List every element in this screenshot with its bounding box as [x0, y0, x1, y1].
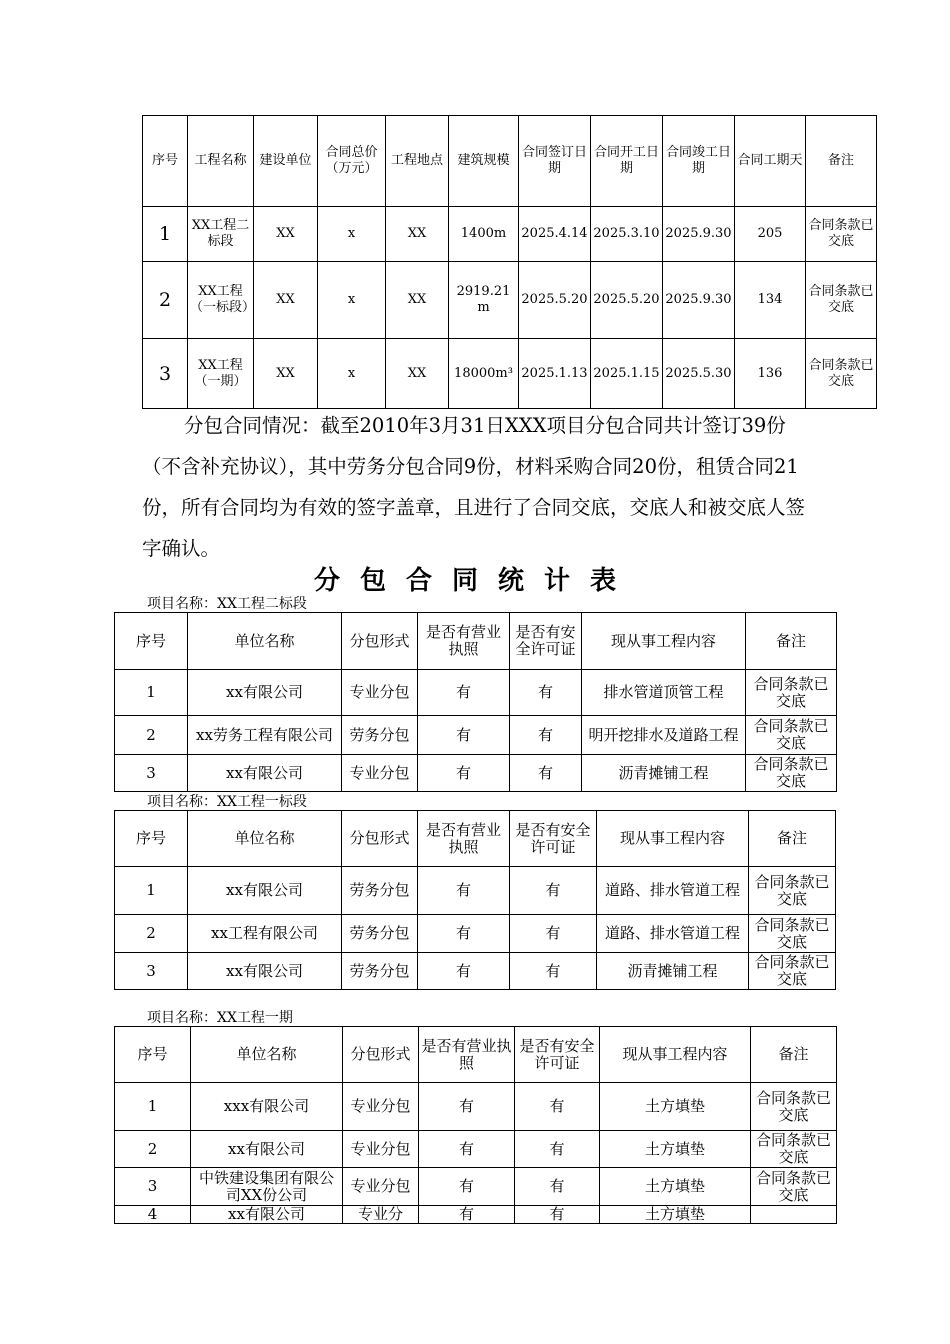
- table-cell: [751, 1206, 837, 1224]
- table-cell: 专业分: [343, 1206, 419, 1224]
- table-cell: 有: [418, 755, 510, 792]
- table-row: [115, 1168, 837, 1206]
- table-cell: 中铁建设集团有限公司XX份公司: [191, 1168, 343, 1206]
- subcontract-paragraph: 分包合同情况：截至2010年3月31日XXX项目分包合同共计签订39份（不含补充协议），其中劳务分包合同9份，材料采购合同20份，租赁合同21份，所有合同均为有效的签字盖章，且进行了合同交底，交底人和被交底人签字确认。: [142, 414, 806, 560]
- table-cell: 有: [418, 867, 510, 915]
- table-cell: 有: [515, 1206, 600, 1224]
- table-cell: 2919.21m: [449, 262, 519, 339]
- table-cell: xx有限公司: [188, 670, 342, 716]
- table-cell: 134: [735, 262, 806, 339]
- table-row: [115, 716, 837, 755]
- table-cell: 合同条款已交底: [751, 1131, 837, 1168]
- header-cell: 是否有安全许可证: [510, 811, 597, 867]
- table-cell: XX: [254, 262, 318, 339]
- header-cell: 是否有营业执照: [418, 613, 510, 670]
- table-cell: 2025.3.10: [591, 207, 663, 262]
- table-cell: 土方填垫: [600, 1083, 751, 1131]
- table-cell: 劳务分包: [342, 915, 418, 953]
- table-cell: 有: [510, 915, 597, 953]
- table-cell: 土方填垫: [600, 1206, 751, 1224]
- table-cell: XX工程（一标段）: [188, 262, 254, 339]
- table-row: [115, 915, 836, 953]
- table-cell: 土方填垫: [600, 1168, 751, 1206]
- header-cell: 是否有安全许可证: [515, 1027, 600, 1083]
- table-cell: 合同条款已交底: [749, 915, 836, 953]
- header-cell: 分包形式: [342, 811, 418, 867]
- table-cell: 1: [115, 670, 188, 716]
- table-cell: 排水管道顶管工程: [582, 670, 746, 716]
- header-cell: 工程地点: [386, 116, 449, 207]
- table-row: [115, 953, 836, 990]
- table-cell: 沥青摊铺工程: [597, 953, 749, 990]
- table-row: [115, 670, 837, 716]
- table-cell: 3: [115, 755, 188, 792]
- header-cell: 是否有营业执照: [418, 811, 510, 867]
- table-cell: 1: [115, 1083, 191, 1131]
- table-cell: 有: [515, 1131, 600, 1168]
- header-cell: 备注: [751, 1027, 837, 1083]
- table-cell: XX: [254, 339, 318, 409]
- table-cell: 有: [419, 1206, 515, 1224]
- table-cell: 2: [115, 1131, 191, 1168]
- table-cell: xx有限公司: [188, 953, 342, 990]
- header-cell: 序号: [115, 811, 188, 867]
- project-name-label: 项目名称：XX工程一期: [147, 1010, 293, 1026]
- table-cell: 18000m³: [449, 339, 519, 409]
- table-cell: 2025.9.30: [663, 207, 735, 262]
- table-cell: 合同条款已交底: [746, 670, 837, 716]
- table-cell: 有: [510, 755, 582, 792]
- table-cell: 劳务分包: [342, 953, 418, 990]
- project-name-label: 项目名称：XX工程一标段: [147, 794, 307, 810]
- table-cell: 1: [115, 867, 188, 915]
- subcontract-table: [114, 810, 836, 990]
- table-cell: 2025.5.30: [663, 339, 735, 409]
- header-cell: 序号: [115, 613, 188, 670]
- table-cell: 2025.5.20: [591, 262, 663, 339]
- table-cell: xx有限公司: [188, 755, 342, 792]
- header-cell: 合同总价（万元）: [318, 116, 386, 207]
- table-cell: 道路、排水管道工程: [597, 915, 749, 953]
- table-cell: 有: [515, 1168, 600, 1206]
- table-cell: XX: [254, 207, 318, 262]
- subcontract-table: [114, 612, 837, 792]
- table-cell: 有: [510, 867, 597, 915]
- table-row: [115, 867, 836, 915]
- table-cell: XX: [386, 339, 449, 409]
- table-cell: 2025.1.13: [519, 339, 591, 409]
- table-cell: xxx有限公司: [191, 1083, 343, 1131]
- table-cell: 有: [418, 670, 510, 716]
- table-cell: 专业分包: [343, 1131, 419, 1168]
- header-cell: 分包形式: [343, 1027, 419, 1083]
- table-cell: 专业分包: [342, 670, 418, 716]
- table-header-row: [115, 811, 836, 867]
- table-cell: XX工程二标段: [188, 207, 254, 262]
- header-cell: 建设单位: [254, 116, 318, 207]
- table-cell: 2025.5.20: [519, 262, 591, 339]
- table-cell: 合同条款已交底: [746, 716, 837, 755]
- header-cell: 序号: [143, 116, 188, 207]
- header-cell: 合同签订日期: [519, 116, 591, 207]
- header-cell: 备注: [749, 811, 836, 867]
- table-cell: 2025.9.30: [663, 262, 735, 339]
- table-row: [115, 1206, 837, 1224]
- table-cell: xx工程有限公司: [188, 915, 342, 953]
- table-cell: 有: [419, 1131, 515, 1168]
- table-cell: 合同条款已交底: [746, 755, 837, 792]
- table-cell: 有: [510, 953, 597, 990]
- table-cell: xx劳务工程有限公司: [188, 716, 342, 755]
- subcontract-table: [114, 1026, 837, 1224]
- table-cell: x: [318, 339, 386, 409]
- table-cell: 有: [418, 716, 510, 755]
- table-cell: 合同条款已交底: [806, 207, 877, 262]
- table-cell: 专业分包: [343, 1168, 419, 1206]
- table-cell: 4: [115, 1206, 191, 1224]
- header-cell: 合同开工日期: [591, 116, 663, 207]
- table-cell: 有: [515, 1083, 600, 1131]
- table-cell: 2: [115, 915, 188, 953]
- table-cell: 合同条款已交底: [751, 1168, 837, 1206]
- table-cell: 有: [510, 670, 582, 716]
- header-cell: 工程名称: [188, 116, 254, 207]
- header-cell: 现从事工程内容: [582, 613, 746, 670]
- table-cell: 2: [115, 716, 188, 755]
- table-cell: 136: [735, 339, 806, 409]
- project-name-label: 项目名称：XX工程二标段: [147, 596, 307, 612]
- header-cell: 合同工期天: [735, 116, 806, 207]
- table-cell: xx有限公司: [188, 867, 342, 915]
- table-row: [143, 207, 877, 262]
- table-cell: 专业分包: [342, 755, 418, 792]
- header-cell: 单位名称: [191, 1027, 343, 1083]
- table-cell: 2025.1.15: [591, 339, 663, 409]
- table-cell: 合同条款已交底: [806, 262, 877, 339]
- table-cell: 2: [143, 262, 188, 339]
- table-cell: x: [318, 262, 386, 339]
- table-cell: 1: [143, 207, 188, 262]
- header-cell: 现从事工程内容: [597, 811, 749, 867]
- table-cell: 有: [419, 1168, 515, 1206]
- table-row: [115, 1131, 837, 1168]
- table-row: [143, 339, 877, 409]
- table-header-row: [115, 1027, 837, 1083]
- table-cell: 1400m: [449, 207, 519, 262]
- table-row: [115, 755, 837, 792]
- header-cell: 现从事工程内容: [600, 1027, 751, 1083]
- table-cell: 205: [735, 207, 806, 262]
- table-cell: 劳务分包: [342, 867, 418, 915]
- table-cell: 明开挖排水及道路工程: [582, 716, 746, 755]
- table-row: [115, 1083, 837, 1131]
- table-cell: 道路、排水管道工程: [597, 867, 749, 915]
- table-cell: 合同条款已交底: [806, 339, 877, 409]
- table-cell: 土方填垫: [600, 1131, 751, 1168]
- table-cell: 劳务分包: [342, 716, 418, 755]
- table-cell: 沥青摊铺工程: [582, 755, 746, 792]
- header-cell: 备注: [806, 116, 877, 207]
- header-cell: 分包形式: [342, 613, 418, 670]
- table-cell: XX: [386, 262, 449, 339]
- table-cell: xx有限公司: [191, 1131, 343, 1168]
- table-cell: XX: [386, 207, 449, 262]
- header-cell: 序号: [115, 1027, 191, 1083]
- table-row: [143, 262, 877, 339]
- page-title: 分包合同统计表: [313, 566, 636, 596]
- table-cell: 合同条款已交底: [749, 953, 836, 990]
- header-cell: 合同竣工日期: [663, 116, 735, 207]
- table-cell: 3: [115, 1168, 191, 1206]
- header-cell: 单位名称: [188, 613, 342, 670]
- table-cell: 有: [418, 953, 510, 990]
- table-cell: 合同条款已交底: [751, 1083, 837, 1131]
- table-cell: XX工程（一期）: [188, 339, 254, 409]
- table-header-row: [115, 613, 837, 670]
- table-cell: 有: [418, 915, 510, 953]
- header-cell: 建筑规模: [449, 116, 519, 207]
- header-cell: 备注: [746, 613, 837, 670]
- table-cell: 合同条款已交底: [749, 867, 836, 915]
- table-cell: x: [318, 207, 386, 262]
- table-header-row: [143, 116, 877, 207]
- table-cell: 有: [419, 1083, 515, 1131]
- contract-summary-table: [142, 115, 877, 409]
- table-cell: 2025.4.14: [519, 207, 591, 262]
- table-cell: 3: [143, 339, 188, 409]
- header-cell: 是否有安全许可证: [510, 613, 582, 670]
- header-cell: 单位名称: [188, 811, 342, 867]
- table-cell: 3: [115, 953, 188, 990]
- table-cell: 有: [510, 716, 582, 755]
- table-cell: 专业分包: [343, 1083, 419, 1131]
- header-cell: 是否有营业执照: [419, 1027, 515, 1083]
- table-cell: xx有限公司: [191, 1206, 343, 1224]
